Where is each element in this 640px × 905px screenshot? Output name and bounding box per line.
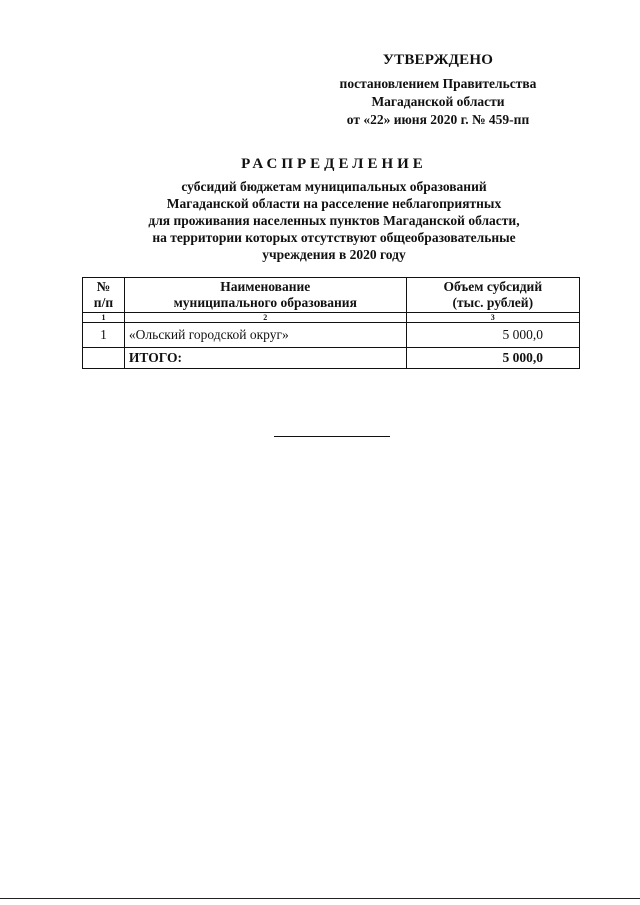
allocation-table (82, 277, 580, 369)
approval-title: УТВЕРЖДЕНО (382, 52, 494, 68)
header-text: п/п (93, 295, 114, 310)
row-amount: 5 000,0 (406, 323, 579, 348)
document-subtitle-line: субсидий бюджетам муниципальных образований (181, 179, 487, 194)
document-subtitle-line: учреждения в 2020 году (262, 247, 406, 262)
approval-line: Магаданской области (371, 94, 505, 109)
document-subtitle-line: для проживания населенных пунктов Магаданской области, (148, 213, 520, 228)
header-text: Наименование (220, 279, 311, 294)
header-cell-name (124, 278, 406, 313)
header-text: № (96, 279, 111, 294)
page-bottom-border (0, 898, 640, 899)
column-number: 3 (406, 313, 579, 323)
document-heading (60, 156, 608, 263)
row-name: «Ольский городской округ» (124, 323, 406, 348)
total-empty-cell (83, 348, 125, 369)
table-header-row (83, 278, 580, 313)
header-cell-amount (406, 278, 579, 313)
column-number-row (83, 313, 580, 323)
header-text: Объем субсидий (443, 279, 543, 294)
total-label: ИТОГО: (124, 348, 406, 369)
document-title: РАСПРЕДЕЛЕНИЕ (241, 156, 427, 172)
column-number: 1 (83, 313, 125, 323)
total-amount: 5 000,0 (406, 348, 579, 369)
approval-line: от «22» июня 2020 г. № 459-пп (346, 112, 530, 127)
approval-line: постановлением Правительства (339, 76, 537, 91)
total-row (83, 348, 580, 369)
document-subtitle-line: на территории которых отсутствуют общеобразовательные (152, 230, 516, 245)
header-text: муниципального образования (173, 295, 357, 310)
header-cell-number (83, 278, 125, 313)
document-subtitle-line: Магаданской области на расселение неблагоприятных (166, 196, 502, 211)
approval-block (316, 52, 560, 129)
table-row (83, 323, 580, 348)
column-number: 2 (124, 313, 406, 323)
row-number: 1 (83, 323, 125, 348)
end-of-document-line (274, 436, 390, 437)
header-text: (тыс. рублей) (452, 295, 534, 310)
